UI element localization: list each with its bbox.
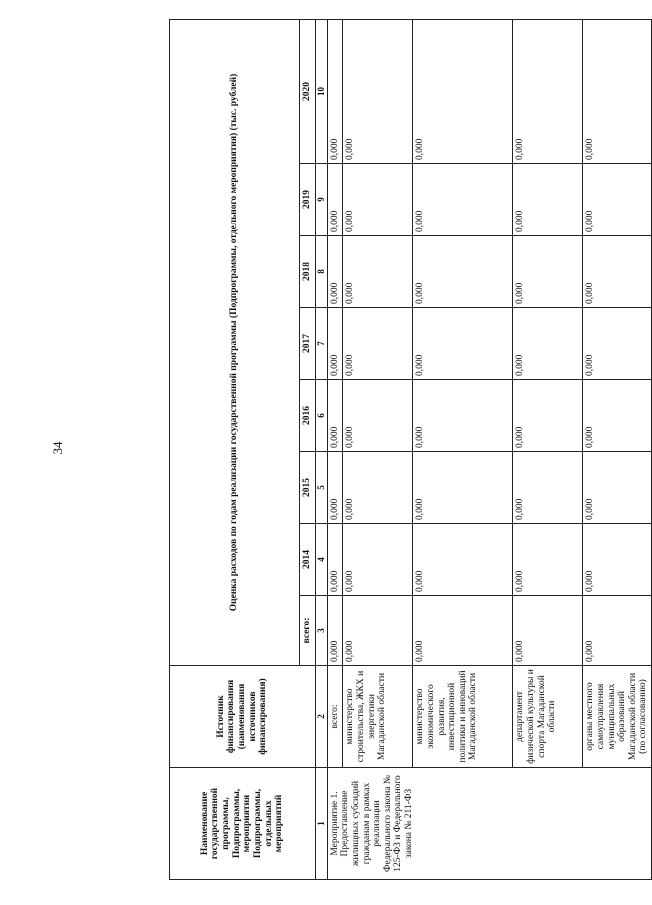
- table-row: [413, 19, 513, 879]
- value-cell: 0,000: [343, 380, 413, 452]
- value-cell: 0,000: [327, 596, 343, 666]
- index-cell: 4: [315, 524, 327, 596]
- value-cell: 0,000: [413, 19, 513, 163]
- measure-name-cell: [327, 768, 651, 880]
- table-row: [583, 19, 652, 879]
- header-year: 2019: [300, 164, 316, 236]
- measure-description: Предоставление жилищных субсидий гражданам в рамках реализации Федерального закона № 125-ФЗ и Федерального закона № 211-ФЗ: [340, 775, 414, 872]
- value-cell: 0,000: [413, 524, 513, 596]
- index-row: [315, 19, 327, 879]
- index-cell: 1: [315, 768, 327, 880]
- table-row: [327, 19, 343, 879]
- value-cell: 0,000: [327, 380, 343, 452]
- value-cell: 0,000: [327, 236, 343, 308]
- value-cell: 0,000: [583, 380, 652, 452]
- value-cell: 0,000: [327, 164, 343, 236]
- source-cell: департамент физической культуры и спорта Магаданской области: [513, 666, 583, 768]
- value-cell: 0,000: [327, 19, 343, 163]
- value-cell: 0,000: [513, 452, 583, 524]
- value-cell: 0,000: [583, 596, 652, 666]
- source-cell: органы местного самоуправления муниципальных образований Магаданской области (по согласованию): [583, 666, 652, 768]
- header-estimate: Оценка расходов по годам реализации государственной программы (Подпрограммы, отдельного мероприятия) (тыс. рублей): [170, 19, 300, 665]
- value-cell: 0,000: [583, 524, 652, 596]
- value-cell: 0,000: [413, 164, 513, 236]
- value-cell: 0,000: [343, 19, 413, 163]
- value-cell: 0,000: [413, 596, 513, 666]
- value-cell: 0,000: [343, 452, 413, 524]
- value-cell: 0,000: [413, 380, 513, 452]
- header-total: всего:: [300, 596, 316, 666]
- value-cell: 0,000: [343, 164, 413, 236]
- source-cell: всего:: [327, 666, 343, 768]
- value-cell: 0,000: [583, 236, 652, 308]
- table-row: [343, 19, 413, 879]
- header-year: 2020: [300, 19, 316, 163]
- header-year: 2016: [300, 380, 316, 452]
- header-row: [170, 19, 300, 879]
- header-source: Источник финансирования (наименования источников финансирования): [170, 666, 316, 768]
- value-cell: 0,000: [327, 524, 343, 596]
- value-cell: 0,000: [413, 308, 513, 380]
- value-cell: 0,000: [413, 236, 513, 308]
- value-cell: 0,000: [583, 164, 652, 236]
- value-cell: 0,000: [513, 236, 583, 308]
- index-cell: 8: [315, 236, 327, 308]
- value-cell: 0,000: [513, 308, 583, 380]
- value-cell: 0,000: [583, 308, 652, 380]
- value-cell: 0,000: [513, 524, 583, 596]
- value-cell: 0,000: [343, 524, 413, 596]
- value-cell: 0,000: [343, 308, 413, 380]
- header-year: 2015: [300, 452, 316, 524]
- value-cell: 0,000: [413, 452, 513, 524]
- table-row: [513, 19, 583, 879]
- header-year: 2017: [300, 308, 316, 380]
- value-cell: 0,000: [343, 236, 413, 308]
- page-number: 34: [50, 441, 65, 455]
- value-cell: 0,000: [583, 19, 652, 163]
- value-cell: 0,000: [583, 452, 652, 524]
- source-cell: министерство строительства, ЖКХ и энергетики Магаданской области: [343, 666, 413, 768]
- value-cell: 0,000: [513, 380, 583, 452]
- budget-table-rotated: [169, 20, 649, 880]
- index-cell: 10: [315, 19, 327, 163]
- value-cell: 0,000: [513, 596, 583, 666]
- header-year: 2018: [300, 236, 316, 308]
- header-year: 2014: [300, 524, 316, 596]
- value-cell: 0,000: [327, 452, 343, 524]
- value-cell: 0,000: [513, 19, 583, 163]
- value-cell: 0,000: [513, 164, 583, 236]
- value-cell: 0,000: [343, 596, 413, 666]
- index-cell: 5: [315, 452, 327, 524]
- header-name: Наименование государственной программы, Подпрограммы, мероприятия Подпрограммы, отдельных мероприятий: [170, 768, 316, 880]
- index-cell: 6: [315, 380, 327, 452]
- index-cell: 9: [315, 164, 327, 236]
- index-cell: 2: [315, 666, 327, 768]
- measure-title: Мероприятие 1.: [329, 791, 340, 856]
- value-cell: 0,000: [327, 308, 343, 380]
- index-cell: 3: [315, 596, 327, 666]
- source-cell: министерство экономического развития, инвестиционной политики и инноваций Магаданской области: [413, 666, 513, 768]
- index-cell: 7: [315, 308, 327, 380]
- budget-table: [169, 19, 652, 880]
